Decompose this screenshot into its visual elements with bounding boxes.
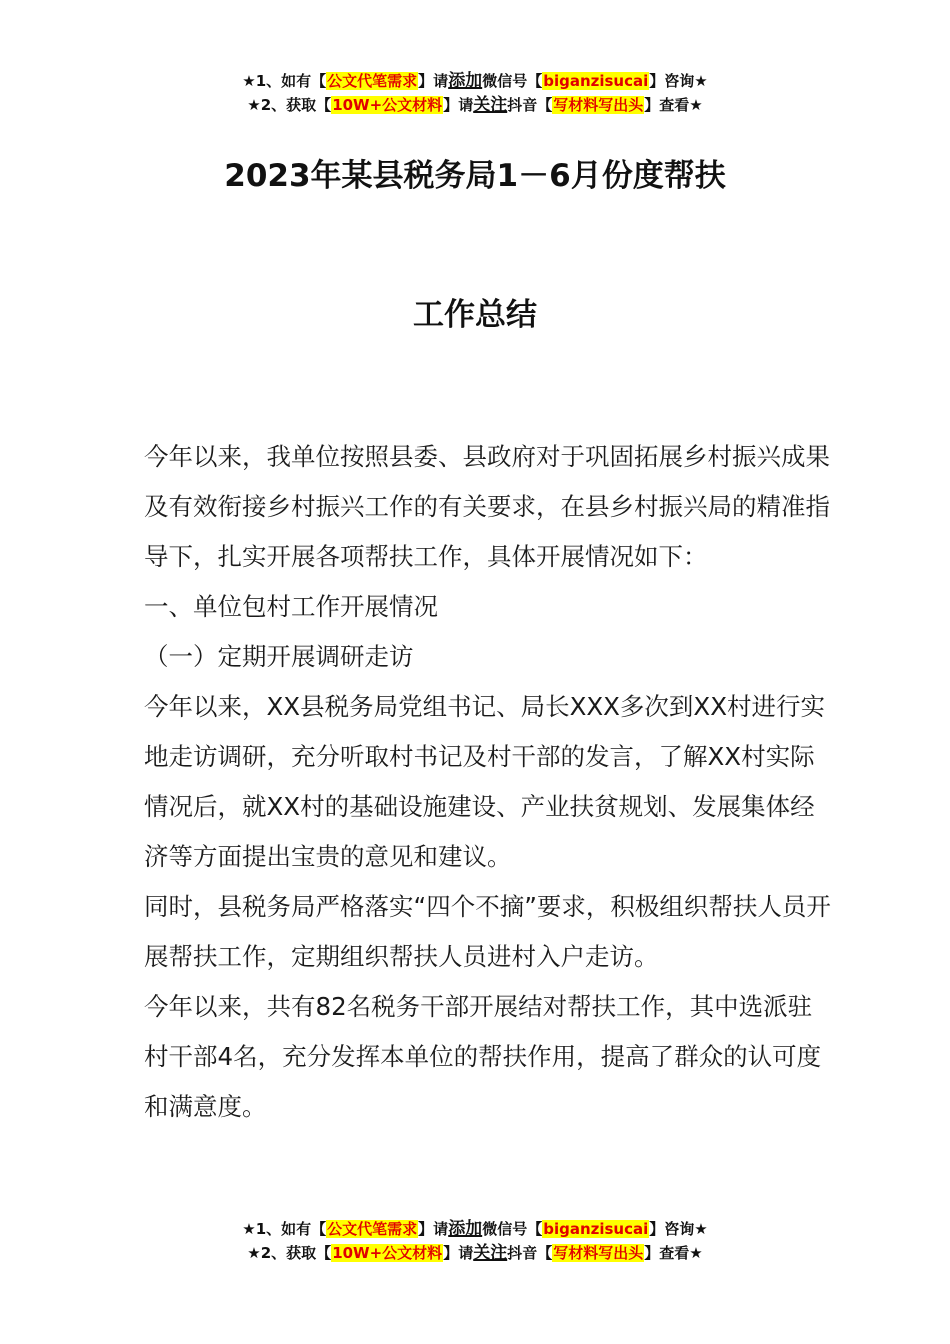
promo-highlight: 公文代笔需求: [327, 72, 418, 90]
promo-line-1: ★1、如有【公文代笔需求】请添加微信号【biganzisucai】咨询★: [242, 71, 708, 91]
document-title: 2023年某县税务局1－6月份度帮扶: [224, 158, 726, 194]
document-body: [144, 432, 834, 1132]
douyin-id-highlight: 写材料写出头: [553, 96, 644, 114]
paragraph-intro: 今年以来，我单位按照县委、县政府对于巩固拓展乡村振兴成果及有效衔接乡村振兴工作的有关要求，在县乡村振兴局的精准指导下，扎实开展各项帮扶工作，具体开展情况如下：: [144, 442, 830, 571]
promo-banner-bottom: [0, 1217, 950, 1265]
promo-highlight: 10W+公文材料: [332, 96, 443, 114]
douyin-id-highlight: 写材料写出头: [553, 1244, 644, 1262]
wechat-id-highlight: biganzisucai: [543, 1220, 649, 1238]
promo-line-2: ★2、获取【10W+公文材料】请关注抖音【写材料写出头】查看★: [247, 1243, 703, 1263]
paragraph: 今年以来，XX县税务局党组书记、局长XXX多次到XX村进行实地走访调研，充分听取村书记及村干部的发言，了解XX村实际情况后，就XX村的基础设施建设、产业扶贫规划、发展集体经济等方面提出宝贵的意见和建议。: [144, 692, 825, 871]
promo-highlight: 公文代笔需求: [327, 1220, 418, 1238]
section-heading: 一、单位包村工作开展情况: [144, 592, 438, 621]
promo-line-1: ★1、如有【公文代笔需求】请添加微信号【biganzisucai】咨询★: [242, 1219, 708, 1239]
subsection-heading: （一）定期开展调研走访: [144, 642, 414, 671]
promo-highlight: 10W+公文材料: [332, 1244, 443, 1262]
wechat-id-highlight: biganzisucai: [543, 72, 649, 90]
document-title-line-2: 工作总结: [413, 297, 537, 333]
promo-banner-top: [0, 69, 950, 117]
paragraph: 今年以来，共有82名税务干部开展结对帮扶工作，其中选派驻村干部4名，充分发挥本单位的帮扶作用，提高了群众的认可度和满意度。: [144, 992, 822, 1121]
promo-line-2: ★2、获取【10W+公文材料】请关注抖音【写材料写出头】查看★: [247, 95, 703, 115]
paragraph: 同时，县税务局严格落实“四个不摘”要求，积极组织帮扶人员开展帮扶工作，定期组织帮扶人员进村入户走访。: [144, 892, 831, 971]
